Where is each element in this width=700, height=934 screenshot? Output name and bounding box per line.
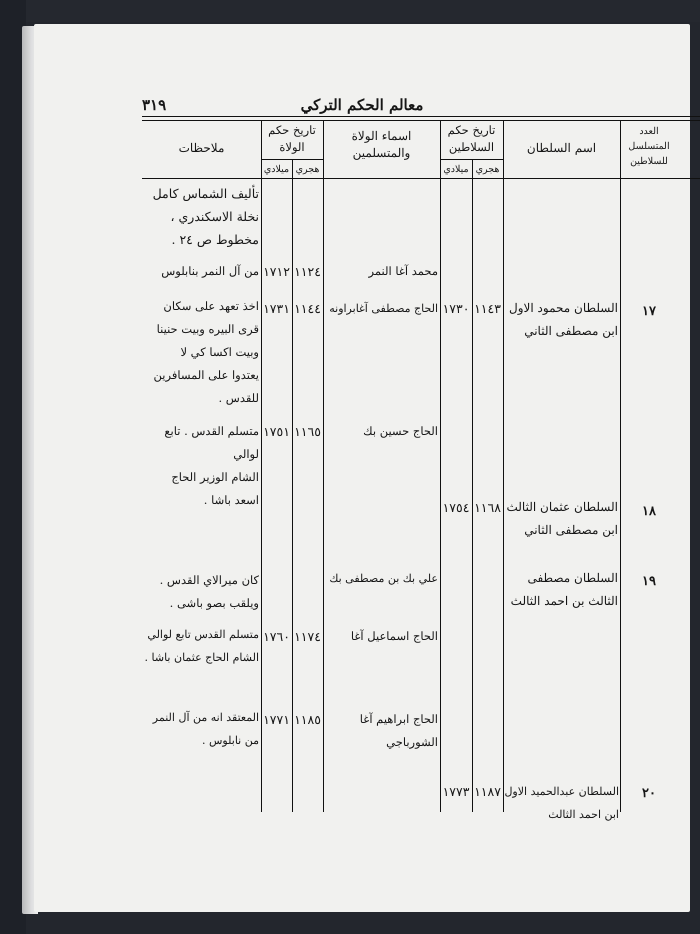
scan-background-top — [0, 0, 700, 22]
governor-hijri: ١١٦٥ — [294, 424, 321, 439]
sultan-date-header: تاريخ حكم السلاطين — [447, 123, 496, 154]
governor-hijri-header: هجري — [295, 164, 320, 175]
sultan-name: السلطان محمود الاول ابن مصطفى الثاني — [509, 301, 618, 338]
governors-header: اسماء الولاة والمتسلمين — [351, 129, 412, 160]
col-line-sultan-date — [503, 120, 504, 812]
sultan-seq-number: ١٧ — [642, 304, 656, 319]
governor-hijri: ١١٧٤ — [294, 629, 321, 644]
governor-miladi-header: ميلادي — [263, 164, 290, 175]
col-line-sultan-hijri — [472, 159, 473, 812]
sultan-seq-number: ١٩ — [642, 574, 656, 589]
sultan-hijri-header: هجري — [475, 164, 500, 175]
sultan-hijri: ١١٦٨ — [474, 500, 501, 515]
governor-name: الحاج اسماعيل آغا — [350, 629, 438, 643]
note-cell: اخذ تعهد على سكان قرى البيره وبيت حنينا وبيت اكسا كي لا يعتدوا على المسافرين للقدس . — [153, 299, 259, 405]
sultan-hijri: ١١٤٣ — [474, 301, 501, 316]
note-cell: كان ميرالاي القدس . ويلقب بصو باشى . — [159, 573, 259, 610]
note-cell: متسلم القدس تابع لوالي الشام الحاج عثمان باشا . — [144, 628, 259, 664]
sultan-name: السلطان مصطفى الثالث بن احمد الثالث — [510, 571, 618, 608]
governor-name: علي بك بن مصطفى بك — [329, 572, 438, 585]
note-cell: المعتقد انه من آل النمر من نابلوس . — [152, 711, 259, 747]
note-cell: متسلم القدس . تابع لوالي الشام الوزير الحاج اسعد باشا . — [164, 424, 259, 507]
sultan-hijri: ١١٨٧ — [474, 784, 501, 799]
governor-date-header: تاريخ حكم الولاة — [268, 123, 316, 154]
col-line-sultan-name — [620, 120, 621, 812]
seq-header: العدد المتسلسل للسلاطين — [628, 126, 670, 167]
governor-hijri: ١١٢٤ — [294, 264, 321, 279]
page-number: ٣١٩ — [142, 96, 167, 114]
governor-miladi: ١٧١٢ — [263, 264, 290, 279]
governor-hijri: ١١٤٤ — [294, 301, 321, 316]
sultan-name-header: اسم السلطان — [526, 141, 597, 155]
col-line-gov-date — [323, 120, 324, 812]
column-header-rule — [142, 178, 700, 179]
sultan-miladi: ١٧٣٠ — [442, 301, 470, 316]
governor-hijri: ١١٨٥ — [294, 712, 321, 727]
note-cell: تأليف الشماس كامل نخلة الاسكندري ، مخطوط ص ٢٤ . — [152, 186, 259, 247]
governor-name: الحاج حسين بك — [363, 424, 438, 438]
governor-miladi: ١٧٣١ — [263, 301, 290, 316]
sultan-seq-number: ٢٠ — [642, 786, 656, 801]
sultan-miladi: ١٧٥٤ — [442, 500, 470, 515]
governor-name: الحاج مصطفى آغابراونه — [329, 302, 438, 315]
governor-name: محمد آغا النمر — [368, 264, 438, 278]
book-page — [34, 24, 690, 912]
sultan-name: السلطان عبدالحميد الاول ابن احمد الثالث — [504, 785, 619, 821]
header-rule-top — [142, 116, 700, 117]
col-line-governors — [440, 120, 441, 812]
note-cell: من آل النمر بنابلوس — [161, 264, 259, 278]
governor-miladi: ١٧٥١ — [263, 424, 290, 439]
notes-header: ملاحظات — [178, 141, 225, 155]
governor-miladi: ١٧٦٠ — [263, 629, 290, 644]
running-title: معالم الحكم التركي — [300, 96, 424, 114]
col-line-notes — [261, 120, 262, 812]
sultan-seq-number: ١٨ — [642, 504, 656, 519]
governor-miladi: ١٧٧١ — [263, 712, 290, 727]
sultan-miladi: ١٧٧٣ — [442, 784, 470, 799]
sultan-name: السلطان عثمان الثالث ابن مصطفى الثاني — [506, 500, 618, 537]
header-rule-bottom — [142, 120, 700, 121]
sultan-miladi-header: ميلادي — [443, 164, 469, 175]
governor-name: الحاج ابراهيم آغا الشورباجي — [359, 712, 438, 749]
